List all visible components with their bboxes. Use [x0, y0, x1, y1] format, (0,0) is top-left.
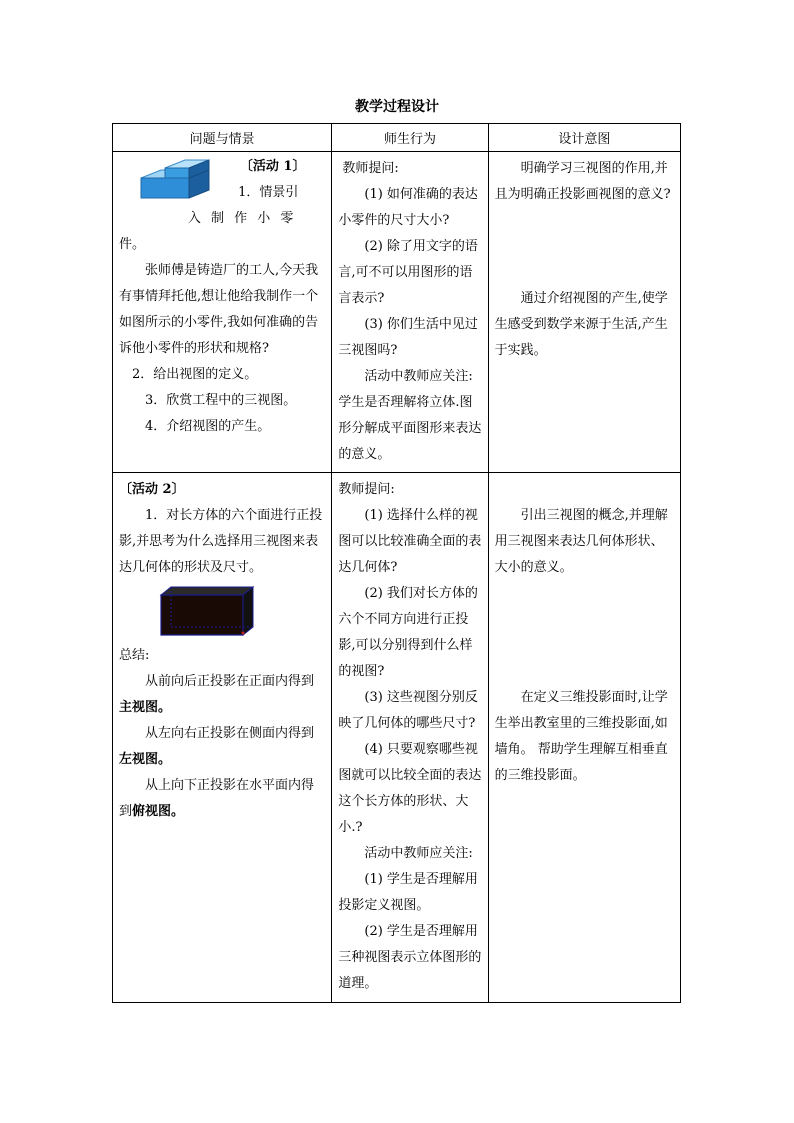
intent-text-1: 引出三视图的概念,并理解用三视图来表达几何体形状、大小的意义。: [494, 508, 668, 575]
question-4: (4) 只要观察哪些视图就可以比较全面的表达这个长方体的形状、大小.?: [338, 742, 482, 835]
row1-situation: [113, 152, 332, 473]
activity-2-label: 〔活动 2〕: [119, 482, 185, 497]
table-row: [113, 473, 681, 1003]
header-situation: 问题与情景: [113, 124, 332, 152]
item-3-text: 3．欣赏工程中的三视图。: [145, 393, 297, 408]
intent-text-2: 在定义三维投影面时,让学生举出教室里的三维投影面,如墙角。 帮助学生理解互相垂直的三维投影面。: [494, 690, 668, 783]
row2-intent: [488, 473, 680, 1003]
intent-text-2: 通过介绍视图的产生,使学生感受到数学来源于生活,产生于实践。: [494, 291, 668, 358]
intent-text-1: 明确学习三视图的作用,并且为明确正投影画视图的意义?: [494, 161, 671, 202]
stairs-part-icon: [139, 156, 211, 200]
summary-3: 从上向下正投影在水平面内得到俯视图。: [119, 778, 315, 819]
item-1-text: 1．情景引: [238, 185, 299, 200]
item-1-text-end: 件。: [119, 237, 146, 252]
teacher-focus-text: 活动中教师应关注:学生是否理解将立体.图形分解成平面图形来表达的意义。: [338, 369, 482, 462]
activity-2-item-1: 1．对长方体的六个面进行正投影,并思考为什么选择用三视图来表达几何体的形状及尺寸。: [119, 508, 323, 575]
lesson-table: [112, 123, 681, 1003]
table-header-row: [113, 124, 681, 152]
summary-1: 从前向后正投影在正面内得到主视图。: [119, 674, 315, 715]
row1-intent: [488, 152, 680, 473]
cuboid-icon: [159, 585, 255, 637]
row2-behavior: [332, 473, 488, 1003]
question-3: (3) 你们生活中见过三视图吗?: [338, 317, 478, 358]
item-2-text: 2．给出视图的定义。: [132, 367, 258, 382]
summary-2: 从左向右正投影在侧面内得到左视图。: [119, 726, 315, 767]
focus-1: (1) 学生是否理解用投影定义视图。: [338, 872, 478, 913]
question-1: (1) 选择什么样的视图可以比较准确全面的表达几何体?: [338, 508, 482, 575]
header-behavior: 师生行为: [332, 124, 488, 152]
question-2: (2) 除了用文字的语言,可不可以用图形的语言表示?: [338, 239, 478, 306]
item-1-text-cont: 入 制 作 小 零: [187, 211, 297, 226]
teacher-focus-label: 活动中教师应关注:: [364, 846, 473, 861]
activity-1-label: 〔活动 1〕: [239, 159, 306, 174]
focus-2: (2) 学生是否理解用三种视图表示立体图形的道理。: [338, 924, 482, 991]
story-text: 张师傅是铸造厂的工人,今天我有事情拜托他,想让他给我制作一个如图所示的小零件,我如何准确的告诉他小零件的形状和规格?: [119, 263, 319, 356]
teacher-ask-label: 教师提问:: [342, 161, 399, 176]
question-3: (3) 这些视图分别反映了几何体的哪些尺寸?: [338, 690, 478, 731]
teacher-ask-label: 教师提问:: [338, 482, 395, 497]
row2-situation: [113, 473, 332, 1003]
summary-label: 总结:: [119, 648, 150, 663]
table-row: [113, 152, 681, 473]
item-4-text: 4．介绍视图的产生。: [145, 419, 271, 434]
question-1: (1) 如何准确的表达小零件的尺寸大小?: [338, 187, 478, 228]
row1-behavior: [332, 152, 488, 473]
question-2: (2) 我们对长方体的六个不同方向进行正投影,可以分别得到什么样的视图?: [338, 586, 478, 679]
page-title: 教学过程设计: [355, 99, 439, 115]
header-intent: 设计意图: [488, 124, 680, 152]
